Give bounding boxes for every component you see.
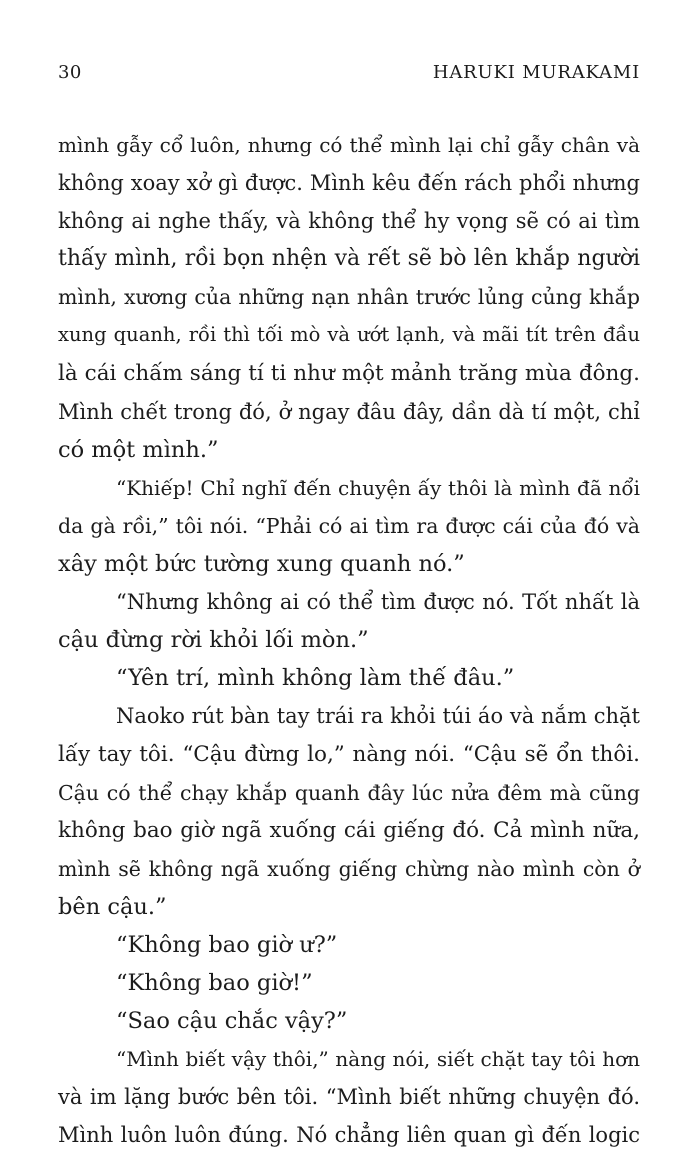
text-line: “Không bao giờ!” — [116, 970, 313, 997]
text-line: bên cậu.” — [58, 893, 167, 920]
text-line: Mình chết trong đó, ở ngay đâu đây, dần dà tí một, chỉ — [58, 399, 640, 424]
text-line: da gà rồi,” tôi nói. “Phải có ai tìm ra được cái của đó và — [58, 513, 640, 538]
text-line: mình sẽ không ngã xuống giếng chừng nào mình còn ở — [58, 856, 640, 881]
text-line: thấy mình, rồi bọn nhện và rết sẽ bò lên khắp người — [58, 246, 640, 272]
text-line: có một mình.” — [58, 436, 219, 463]
text-line: “Yên trí, mình không làm thế đâu.” — [116, 665, 515, 692]
book-author: HARUKI MURAKAMI — [432, 62, 640, 83]
text-line: xung quanh, rồi thì tối mò và ướt lạnh, và mãi tít trên đầu — [58, 323, 640, 347]
text-line: cậu đừng rời khỏi lối mòn.” — [58, 627, 369, 654]
text-line: “Nhưng không ai có thể tìm được nó. Tốt nhất là — [116, 590, 640, 615]
text-line: Cậu có thể chạy khắp quanh đây lúc nửa đêm mà cũng — [58, 780, 640, 805]
text-line: không xoay xở gì được. Mình kêu đến rách phổi nhưng — [58, 171, 640, 196]
text-line: “Không bao giờ ư?” — [116, 931, 338, 958]
text-line: không bao giờ ngã xuống cái giếng đó. Cả mình nữa, — [58, 817, 640, 843]
text-line: xây một bức tường xung quanh nó.” — [58, 551, 465, 578]
text-line: là cái chấm sáng tí ti như một mảnh trăng mùa đông. — [58, 360, 640, 386]
text-line: “Mình biết vậy thôi,” nàng nói, siết chặt tay tôi hơn — [116, 1047, 640, 1072]
text-line: lấy tay tôi. “Cậu đừng lo,” nàng nói. “Cậu sẽ ổn thôi. — [58, 741, 640, 767]
page-number: 30 — [58, 62, 82, 83]
text-line: Naoko rút bàn tay trái ra khỏi túi áo và nắm chặt — [116, 704, 640, 729]
text-line: “Khiếp! Chỉ nghĩ đến chuyện ấy thôi là mình đã nổi — [116, 475, 640, 500]
text-line: mình gẫy cổ luôn, nhưng có thể mình lại chỉ gẫy chân và — [58, 133, 640, 157]
text-line: “Sao cậu chắc vậy?” — [116, 1008, 348, 1035]
text-line: Mình luôn luôn đúng. Nó chẳng liên quan gì đến logic — [58, 1123, 640, 1148]
running-head — [58, 62, 640, 88]
text-line: mình, xương của những nạn nhân trước lủng củng khắp — [58, 285, 640, 310]
text-line: và im lặng bước bên tôi. “Mình biết những chuyện đó. — [58, 1085, 640, 1110]
body-text — [58, 126, 640, 1155]
text-line: không ai nghe thấy, và không thể hy vọng sẽ có ai tìm — [58, 209, 640, 234]
